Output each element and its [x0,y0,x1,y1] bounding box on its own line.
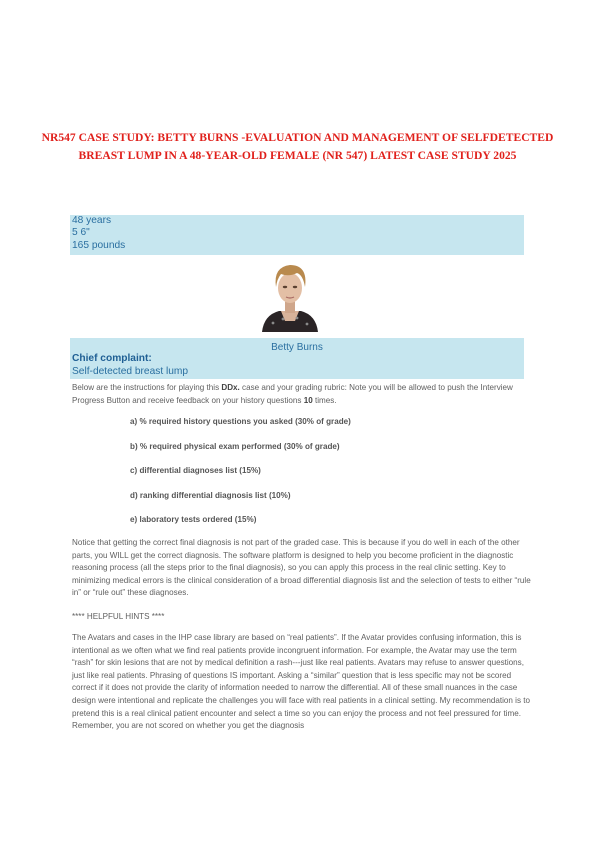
document-title: NR547 CASE STUDY: BETTY BURNS -EVALUATION AND MANAGEMENT OF SELFDETECTED BREAST LUMP IN A 48-YEAR-OLD FEMALE (NR 547) LATEST CASE STUDY 2025 [41,131,554,162]
chief-complaint-label: Chief complaint: [72,353,152,364]
patient-name: Betty Burns [271,342,323,353]
feedback-count: 10 [303,395,313,405]
patient-name-box [70,338,524,379]
helpful-hints-heading: **** HELPFUL HINTS **** [72,612,165,621]
helpful-hints-paragraph: The Avatars and cases in the IHP case library are based on “real patients”. If the Avatar provides confusing information, this is intentional as we often what we find real patients provide incongruent information. For example, the Avatar may use the term “rash” for skin lesions that are not by medical definition a rash---just like real patients. Avatars may refuse to answer questions, just like real patients. Phrasing of questions IS important. Asking a “similar” question that is less specific may not be scored correct if it does not provide the clarity of information needed to narrow the differential. All of these small nuances in the case design were intentional and replicate the challenges you will face with real patients in a clinical setting. My recommendation is to pretend this is a real clinical patient encounter and select a time so you can enjoy the process and not feel pressured for time. Remember, you are not scored on whether you get the diagnosis [72,633,530,731]
instructions-paragraph [72,382,532,407]
instructions-text-1: Below are the instructions for playing this [72,383,222,392]
patient-age: 48 years [72,215,112,226]
grading-rubric-list [130,416,351,539]
rubric-item: b) % required physical exam performed (30% of grade) [130,441,340,451]
rubric-item: d) ranking differential diagnosis list (10%) [130,490,291,500]
rubric-item: e) laboratory tests ordered (15%) [130,515,257,524]
instructions-text-2: case and your grading rubric: Note you will be allowed to push the Interview Progress Button and receive feedback on your history questions [72,383,513,405]
notice-paragraph: Notice that getting the correct final diagnosis is not part of the graded case. This is because if you do well in each of the other parts, you WILL get the correct diagnosis. The software platform is designed to help you become proficient in the diagnostic reasoning process (all the steps prior to the final diagnosis), so you can apply this process in the real clinic setting. Key to minimizing medical errors is the clinical consideration of a broad differential diagnosis list and the selection of tests to either “rule in” or “rule out” these diagnoses. [72,538,531,598]
chief-complaint-value: Self-detected breast lump [72,366,189,377]
ddx-term: DDx. [221,383,240,392]
rubric-item: a) % required history questions you asked (30% of grade) [130,417,351,426]
patient-profile-box [70,215,524,255]
patient-avatar-image [259,255,321,332]
instructions-text-3: times. [312,395,337,405]
patient-height: 5 6" [72,227,90,239]
patient-weight: 165 pounds [72,239,126,251]
rubric-item: c) differential diagnoses list (15%) [130,466,261,475]
